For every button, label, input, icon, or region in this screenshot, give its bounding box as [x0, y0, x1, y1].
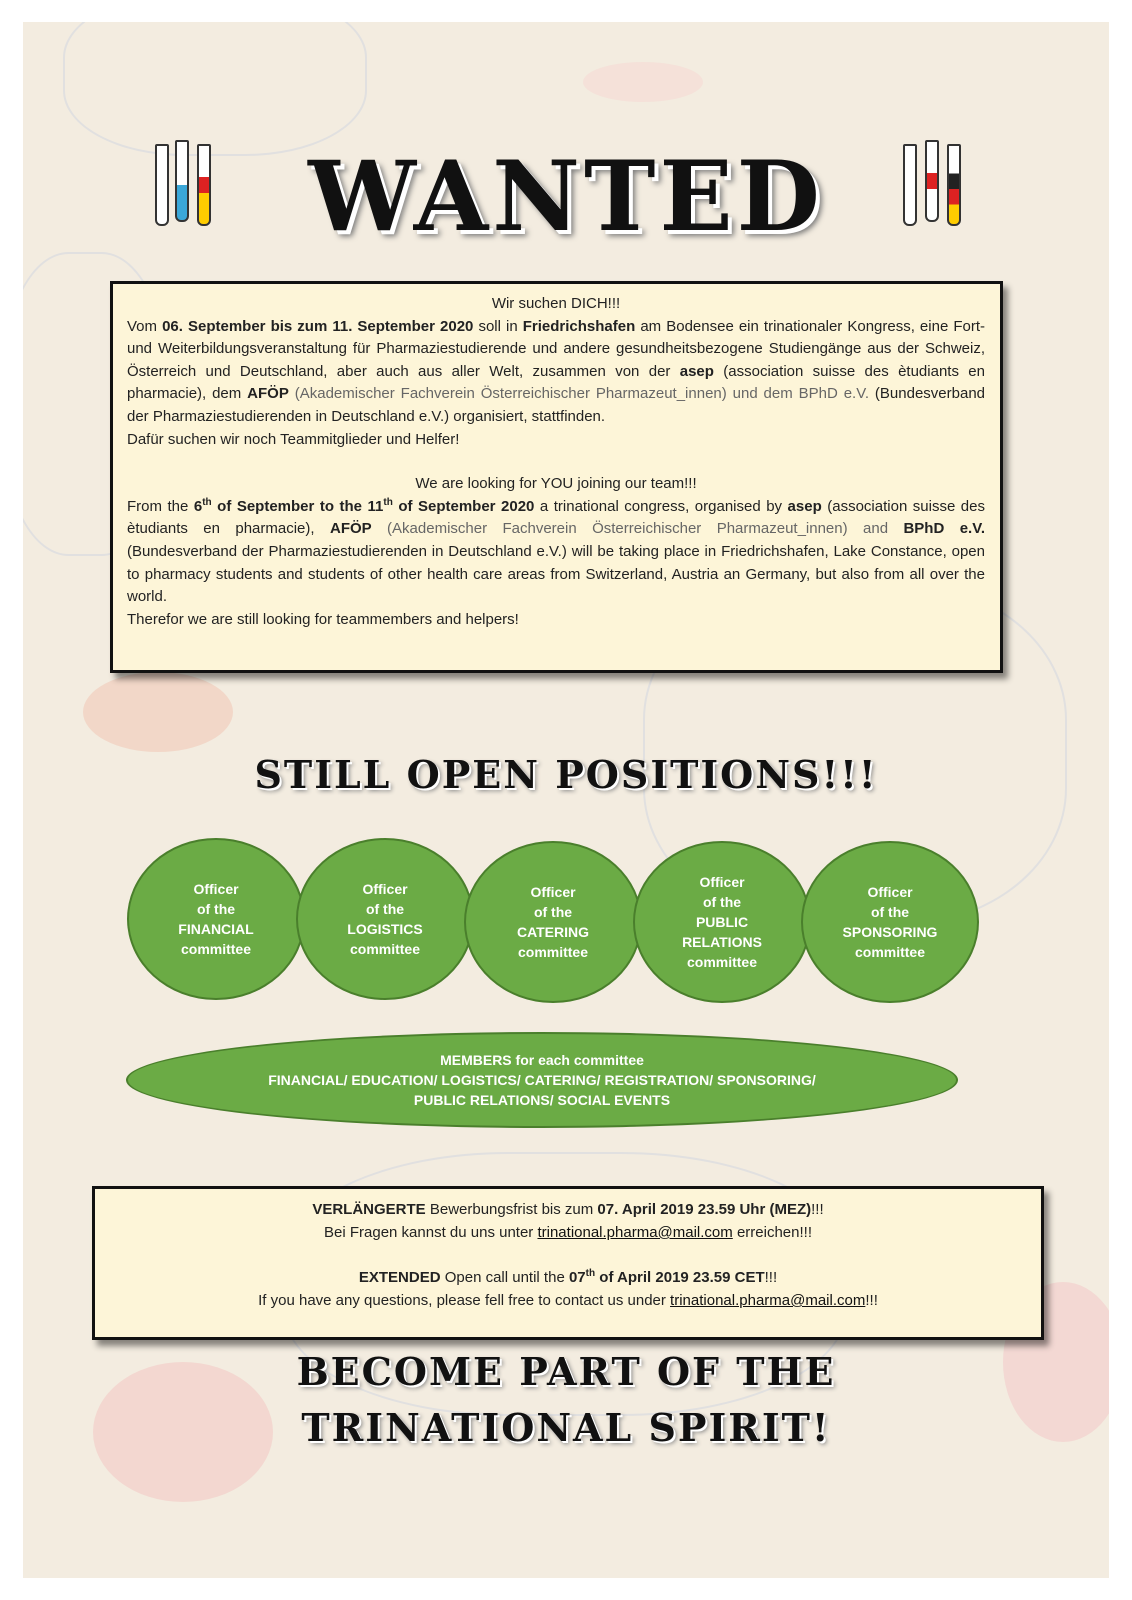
- email-link[interactable]: trinational.pharma@mail.com: [537, 1224, 733, 1241]
- poster: [23, 22, 1109, 1578]
- english-heading: We are looking for YOU joining our team!!!: [415, 475, 697, 493]
- german-deadline: VERLÄNGERTE Bewerbungsfrist bis zum 07. April 2019 23.59 Uhr (MEZ)!!!: [312, 1201, 824, 1218]
- deadline-box: [92, 1186, 1044, 1340]
- jester-hat-decoration: [83, 672, 233, 752]
- officer-public-relations-circle: Officer of the PUBLIC RELATIONS committee: [633, 841, 811, 1003]
- officer-financial-circle: Officer of the FINANCIAL committee: [127, 838, 305, 1000]
- footer-slogan: BECOME PART OF THE TRINATIONAL SPIRIT!: [296, 1349, 836, 1450]
- officer-catering-circle: Officer of the CATERING committee: [464, 841, 642, 1003]
- german-paragraph: Vom 06. September bis zum 11. September 2020 soll in Friedrichshafen am Bodensee ein trinationaler Kongress, eine Fort- und Weiterbildungsveranstaltung für Pharmaziestudierende und andere gesundheitsbezogene Studiengänge aus der Schweiz, Österreich und Deutschland, aber auch aus aller Welt, zusammen von der asep (association suisse des ètudiants en pharmacie), dem AFÖP (Akademischer Fachverein Österreichischer Pharmazeut_innen) und dem BPhD e.V. (Bundesverband der Pharmaziestudierenden in Deutschland e.V.) organisiert, stattfinden.: [127, 317, 986, 425]
- boat-decoration: [583, 62, 703, 102]
- english-helpers-text: Therefor we are still looking for teammembers and helpers!: [127, 610, 519, 628]
- english-contact: If you have any questions, please fell free to contact us under trinational.pharma@mail.com!!!: [258, 1292, 878, 1309]
- info-box: [110, 281, 1003, 673]
- poster-title: WANTED: [308, 140, 824, 253]
- officer-sponsoring-circle: Officer of the SPONSORING committee: [801, 841, 979, 1003]
- positions-heading: STILL OPEN POSITIONS!!!: [254, 752, 878, 797]
- map-outline-decoration: [63, 22, 367, 156]
- members-ellipse: MEMBERS for each committee FINANCIAL/ EDUCATION/ LOGISTICS/ CATERING/ REGISTRATION/ SPONSORING/ PUBLIC RELATIONS/ SOCIAL EVENTS: [126, 1032, 958, 1128]
- email-link[interactable]: trinational.pharma@mail.com: [670, 1292, 866, 1309]
- officer-logistics-circle: Officer of the LOGISTICS committee: [296, 838, 474, 1000]
- german-heading: Wir suchen DICH!!!: [491, 295, 621, 312]
- german-contact: Bei Fragen kannst du uns unter trinational.pharma@mail.com erreichen!!!: [324, 1224, 812, 1241]
- english-deadline: EXTENDED Open call until the 07th of April 2019 23.59 CET!!!: [358, 1268, 778, 1286]
- german-helpers-text: Dafür suchen wir noch Teammitglieder und Helfer!: [127, 430, 460, 448]
- english-paragraph: From the 6th of September to the 11th of September 2020 a trinational congress, organised by asep (association suisse des ètudiants en pharmacie), AFÖP (Akademischer Fachverein Österreichischer Pharmazeut_innen) and BPhD e.V. (Bundesverband der Pharmaziestudierenden in Deutschland e.V.) will be taking place in Friedrichshafen, Lake Constance, open to pharmacy students and students of other health care areas from Switzerland, Austria an Germany, but also from all over the world.: [127, 496, 985, 606]
